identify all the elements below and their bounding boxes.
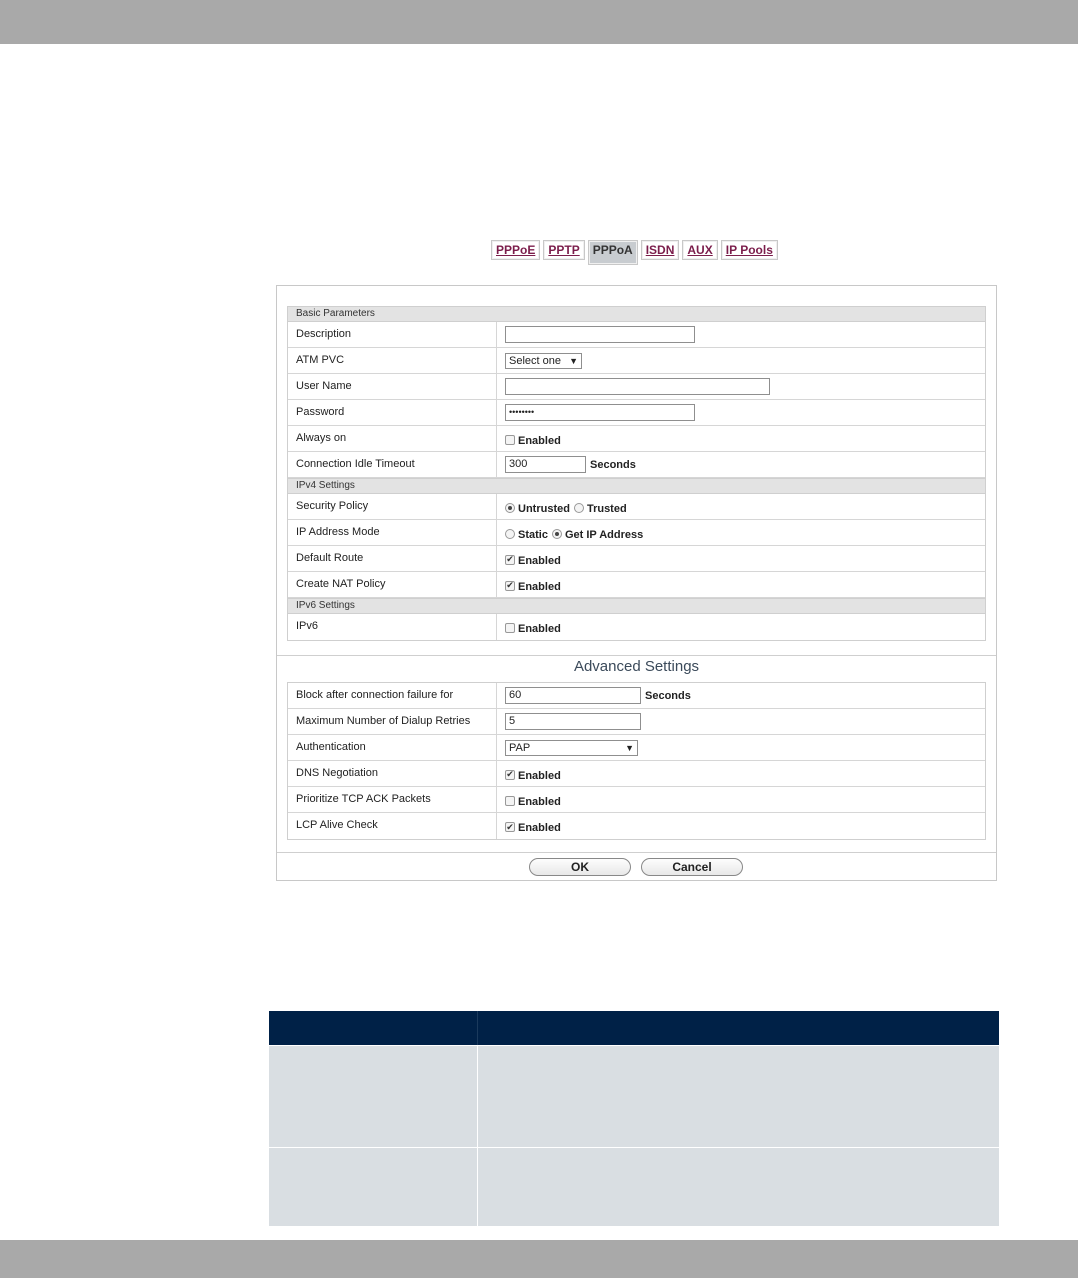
info-cell (478, 1046, 999, 1147)
row-idle-timeout (288, 452, 985, 478)
authentication-label: Authentication (288, 735, 497, 760)
tab-pppoe[interactable]: PPPoE (491, 240, 540, 260)
row-atm-pvc (288, 348, 985, 374)
info-header-cell (478, 1011, 999, 1045)
row-block-after-failure (288, 683, 985, 709)
tab-pptp[interactable]: PPTP (543, 240, 584, 260)
block-unit: Seconds (645, 689, 691, 702)
untrusted-radio[interactable] (505, 503, 515, 513)
checkmark-icon: ✔ (506, 580, 514, 590)
checkmark-icon: ✔ (506, 554, 514, 564)
row-prioritize-tcp-ack (288, 787, 985, 813)
trusted-label: Trusted (586, 502, 627, 515)
get-ip-address-label: Get IP Address (564, 528, 644, 541)
password-label: Password (288, 400, 497, 425)
tab-isdn[interactable]: ISDN (641, 240, 680, 260)
dns-negotiation-checkbox[interactable] (505, 770, 515, 780)
prioritize-tcp-ack-checkbox[interactable] (505, 796, 515, 806)
info-table-row (269, 1147, 999, 1226)
info-cell (269, 1046, 478, 1147)
default-route-enabled-label: Enabled (518, 554, 561, 567)
dropdown-arrow-icon: ▼ (569, 355, 578, 366)
static-label: Static (518, 528, 548, 541)
authentication-value: PAP (509, 741, 531, 754)
always-on-enabled-label: Enabled (518, 434, 561, 447)
user-name-label: User Name (288, 374, 497, 399)
dns-negotiation-label: DNS Negotiation (288, 761, 497, 786)
info-table-row (269, 1045, 999, 1147)
dropdown-arrow-icon: ▼ (625, 742, 634, 753)
checkmark-icon: ✔ (506, 821, 514, 832)
idle-timeout-input[interactable]: 300 (505, 456, 586, 473)
get-ip-address-radio[interactable] (552, 529, 562, 539)
lcp-alive-check-label: LCP Alive Check (288, 813, 497, 839)
row-description (288, 322, 985, 348)
row-user-name (288, 374, 985, 400)
nat-policy-enabled-label: Enabled (518, 580, 561, 593)
row-ipv6 (288, 614, 985, 640)
nat-policy-label: Create NAT Policy (288, 572, 497, 597)
tab-bar (491, 240, 778, 265)
nat-policy-checkbox[interactable] (505, 581, 515, 591)
row-ip-address-mode (288, 520, 985, 546)
advanced-settings-frame (287, 682, 986, 840)
lcp-alive-check-checkbox[interactable] (505, 822, 515, 832)
section-ipv4-settings: IPv4 Settings (288, 478, 985, 494)
description-input[interactable] (505, 326, 695, 343)
trusted-radio[interactable] (574, 503, 584, 513)
untrusted-label: Untrusted (518, 502, 570, 515)
info-header-cell (269, 1011, 478, 1045)
cancel-button[interactable]: Cancel (641, 858, 743, 876)
top-bar (0, 0, 1078, 44)
advanced-settings-title: Advanced Settings (573, 658, 700, 675)
max-dialup-retries-input[interactable]: 5 (505, 713, 641, 730)
max-dialup-retries-label: Maximum Number of Dialup Retries (288, 709, 497, 734)
tab-aux[interactable]: AUX (682, 240, 717, 260)
authentication-select[interactable] (505, 740, 638, 756)
always-on-label: Always on (288, 426, 497, 451)
always-on-checkbox[interactable] (505, 435, 515, 445)
row-password (288, 400, 985, 426)
row-default-route (288, 546, 985, 572)
checkmark-icon: ✔ (506, 769, 514, 779)
info-cell (269, 1148, 478, 1226)
row-nat-policy (288, 572, 985, 598)
user-name-input[interactable] (505, 378, 770, 395)
block-after-failure-input[interactable]: 60 (505, 687, 641, 704)
row-dns-negotiation (288, 761, 985, 787)
lcp-enabled-label: Enabled (518, 822, 561, 834)
idle-timeout-unit: Seconds (590, 458, 636, 471)
tab-pppoa[interactable]: PPPoA (588, 240, 638, 265)
idle-timeout-label: Connection Idle Timeout (288, 452, 497, 477)
atm-pvc-value: Select one (509, 354, 561, 367)
divider (277, 655, 996, 656)
atm-pvc-select[interactable] (505, 353, 582, 369)
password-input[interactable]: •••••••• (505, 404, 695, 421)
block-after-failure-label: Block after connection failure for (288, 683, 497, 708)
settings-panel (276, 285, 997, 881)
default-route-checkbox[interactable] (505, 555, 515, 565)
prioritize-tcp-ack-label: Prioritize TCP ACK Packets (288, 787, 497, 812)
section-basic-parameters: Basic Parameters (288, 307, 985, 322)
row-authentication (288, 735, 985, 761)
button-divider (277, 852, 996, 853)
security-policy-label: Security Policy (288, 494, 497, 519)
row-max-dialup-retries (288, 709, 985, 735)
basic-settings-frame (287, 306, 986, 641)
info-table (269, 1011, 999, 1226)
ok-button[interactable]: OK (529, 858, 631, 876)
dns-enabled-label: Enabled (518, 769, 561, 782)
row-security-policy (288, 494, 985, 520)
atm-pvc-label: ATM PVC (288, 348, 497, 373)
default-route-label: Default Route (288, 546, 497, 571)
tcp-ack-enabled-label: Enabled (518, 795, 561, 808)
description-label: Description (288, 322, 497, 347)
ipv6-enabled-label: Enabled (518, 623, 561, 635)
tab-ip-pools[interactable]: IP Pools (721, 240, 778, 260)
info-cell (478, 1148, 999, 1226)
bottom-bar (0, 1240, 1078, 1278)
info-table-header (269, 1011, 999, 1045)
ipv6-label: IPv6 (288, 614, 497, 640)
row-always-on (288, 426, 985, 452)
ip-address-mode-label: IP Address Mode (288, 520, 497, 545)
ipv6-checkbox[interactable] (505, 623, 515, 633)
static-radio[interactable] (505, 529, 515, 539)
section-ipv6-settings: IPv6 Settings (288, 598, 985, 614)
row-lcp-alive-check (288, 813, 985, 839)
